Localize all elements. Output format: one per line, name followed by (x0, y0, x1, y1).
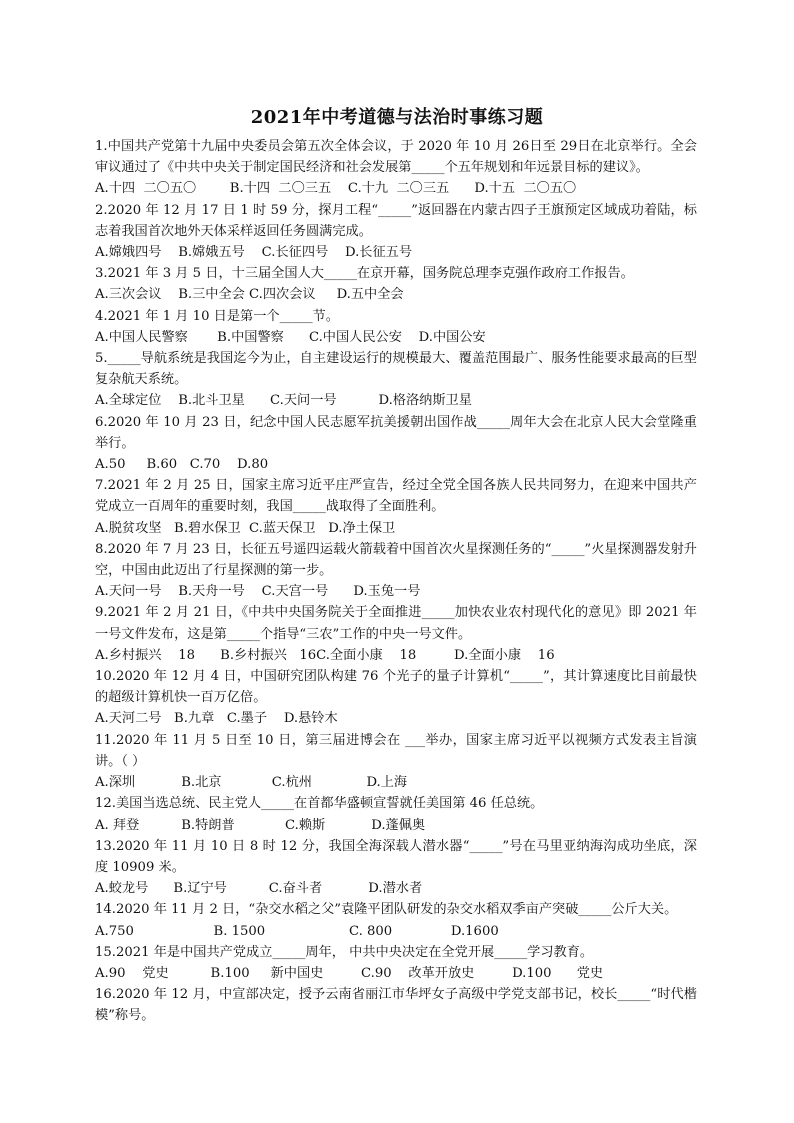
page-title: 2021年中考道德与法治时事练习题 (250, 107, 544, 128)
question-item (95, 263, 697, 305)
question-stem: 6.2020 年 10 月 23 日，纪念中国人民志愿军抗美援朝出国作战_____周年大会在北京人民大会堂隆重举行。 (95, 414, 697, 451)
question-options: A.乡村振兴 18 B.乡村振兴 16C.全面小康 18 D.全面小康 16 (95, 647, 555, 663)
question-options: A.750 B. 1500 C. 800 D.1600 (95, 923, 499, 939)
question-options: A.十四 二〇五〇 B.十四 二〇三五 C.十九 二〇三五 D.十五 二〇五〇 (95, 181, 577, 197)
question-stem: 5._____导航系统是我国迄今为止，自主建设运行的规模最大、覆盖范围最广、服务性能要求最高的巨型复杂航天系统。 (95, 351, 697, 388)
questions-list (95, 136, 697, 1027)
question-stem: 1.中国共产党第十九届中央委员会第五次全体会议，于 2020 年 10 月 26日至 29日在北京举行。全会审议通过了《中共中央关于制定国民经济和社会发展第_____个五年规划和年远景目标的建议》。 (95, 139, 697, 176)
question-item (95, 793, 697, 835)
question-options: A.天问一号 B.天舟一号 C.天宫一号 D.玉兔一号 (95, 584, 421, 600)
question-stem: 2.2020 年 12 月 17 日 1 时 59 分，探月工程“_____”返回器在内蒙古四子王旗预定区域成功着陆，标志着我国首次地外天体采样返回任务圆满完成。 (95, 202, 697, 239)
question-stem: 3.2021 年 3 月 5 日，十三届全国人大_____在京开幕，国务院总理李克强作政府工作报告。 (95, 266, 634, 282)
question-stem: 10.2020 年 12 月 4 日，中国研究团队构建 76 个光子的量子计算机“_____”，其计算速度比目前最快的超级计算机快一百万亿倍。 (95, 669, 697, 706)
question-item (95, 200, 697, 264)
question-options: A.90 党史 B.100 新中国史 C.90 改革开放史 D.100 党史 (95, 965, 604, 981)
question-stem: 16.2020 年 12 月，中宣部决定，授予云南省丽江市华坪女子高级中学党支部书记，校长_____“时代楷模”称号。 (95, 987, 697, 1024)
question-options: A. 拜登 B.特朗普 C.赖斯 D.蓬佩奥 (95, 817, 426, 833)
question-options: A.中国人民警察 B.中国警察 C.中国人民公安 D.中国公安 (95, 329, 486, 345)
question-item (95, 412, 697, 476)
question-item (95, 602, 697, 666)
question-stem: 7.2021 年 2 月 25 日，国家主席习近平庄严宣告，经过全党全国各族人民共同努力，在迎来中国共产党成立一百周年的重要时刻，我国_____战取得了全面胜利。 (95, 478, 697, 515)
question-stem: 13.2020 年 11 月 10 日 8 时 12 分，我国全海深载人潜水器“_____”号在马里亚纳海沟成功坐底，深度 10909 米。 (95, 838, 697, 875)
question-stem: 8.2020 年 7 月 23 日，长征五号遥四运载火箭载着中国首次火星探测任务的“_____”火星探测器发射升空，中国由此迈出了行星探测的第一步。 (95, 541, 697, 579)
question-options: A.全球定位 B.北斗卫星 C.天问一号 D.格洛纳斯卫星 (95, 393, 472, 409)
question-options: A.天河二号 B.九章 C.墨子 D.悬铃木 (95, 711, 338, 727)
question-item (95, 136, 697, 200)
question-item (95, 984, 697, 1026)
question-stem: 11.2020 年 11 月 5 日至 10 日，第三届进博会在 ___举办，国家主席习近平以视频方式发表主旨演讲。（ ） (95, 732, 697, 769)
question-options: A.50 B.60 C.70 D.80 (95, 457, 269, 473)
question-stem: 14.2020 年 11 月 2 日，“杂交水稻之父”袁隆平团队研发的杂交水稻双季亩产突破_____公斤大关。 (95, 902, 678, 918)
question-item (95, 306, 697, 348)
question-stem: 9.2021 年 2 月 21 日，《中共中央国务院关于全面推进_____加快农业农村现代化的意见》即 2021 年一号文件发布，这是第_____个指导“三农”工作的中央一号文件。 (95, 605, 697, 642)
question-item (95, 348, 697, 412)
question-item (95, 836, 697, 900)
question-options: A.三次会议 B.三中全会 C.四次会议 D.五中全会 (95, 287, 404, 303)
question-options: A.嫦娥四号 B.嫦娥五号 C.长征四号 D.长征五号 (95, 245, 413, 261)
question-item (95, 899, 697, 941)
question-options: A.脱贫攻坚 B.碧水保卫 C.蓝天保卫 D.净土保卫 (95, 520, 396, 536)
question-item (95, 475, 697, 539)
question-item (95, 942, 697, 984)
question-options: A.蛟龙号 B.辽宁号 C.奋斗者 D.潜水者 (95, 881, 423, 897)
question-stem: 4.2021 年 1 月 10 日是第一个_____节。 (95, 308, 339, 324)
question-stem: 12.美国当选总统、民主党人_____在首都华盛顿宣誓就任美国第 46 任总统。 (95, 796, 544, 812)
question-item (95, 666, 697, 730)
question-item (95, 539, 697, 603)
question-stem: 15.2021 年是中国共产党成立_____周年， 中共中央决定在全党开展_____学习教育。 (95, 944, 594, 960)
question-item (95, 730, 697, 794)
question-options: A.深圳 B.北京 C.杭州 D.上海 (95, 775, 408, 791)
